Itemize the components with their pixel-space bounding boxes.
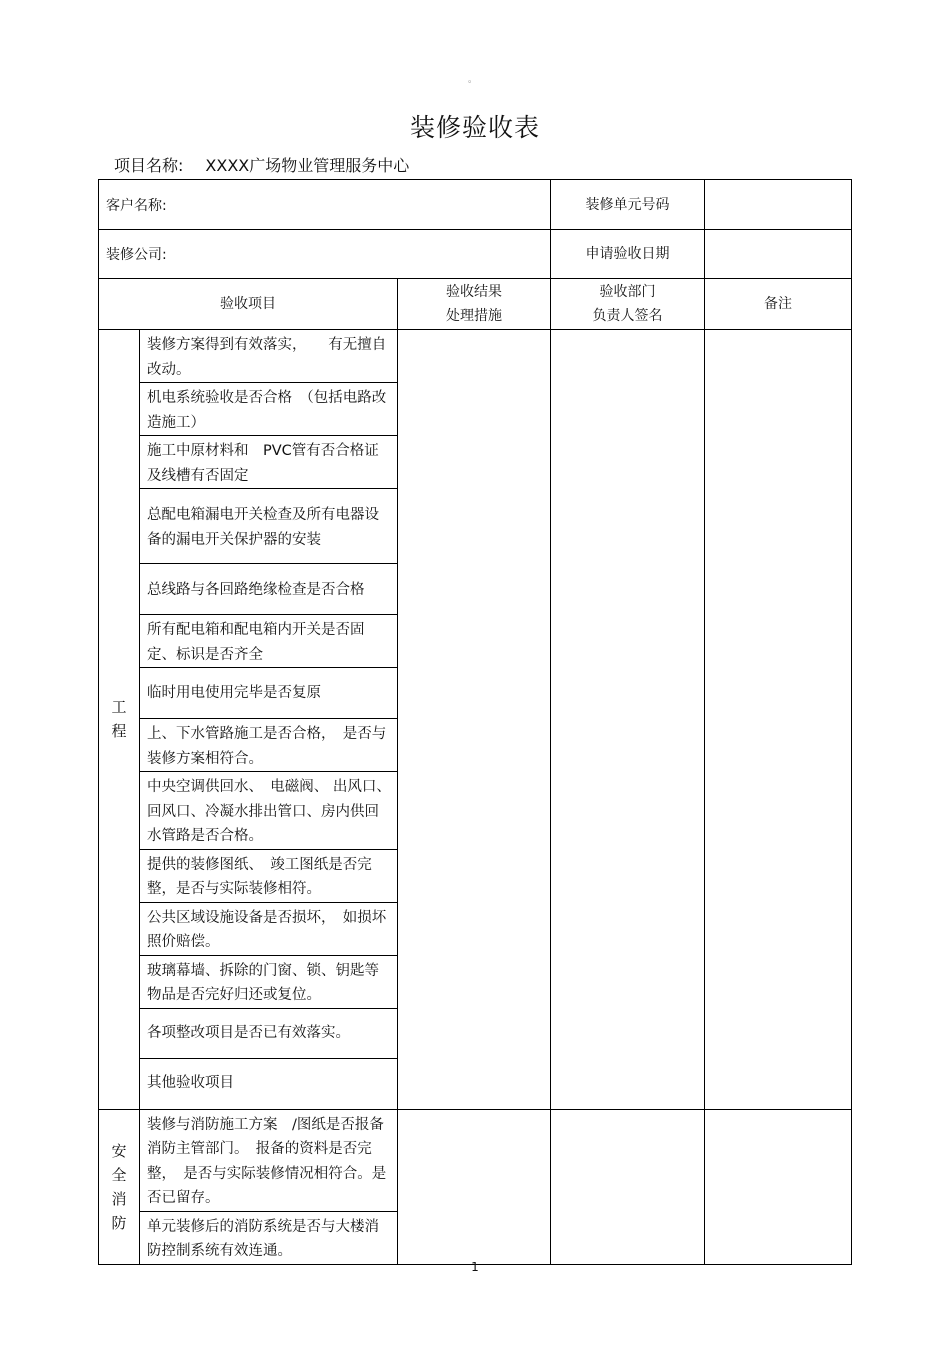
engineering-remark-cell[interactable]: [705, 330, 852, 1110]
check-item: 中央空调供回水、 电磁阀、 出风口、回风口、冷凝水排出管口、房内供回水管路是否合格。: [140, 772, 398, 850]
col-result-header: [398, 279, 551, 330]
engineering-result-cell[interactable]: [398, 330, 551, 1110]
fire-safety-result-cell[interactable]: [398, 1109, 551, 1264]
col-result-line1: 验收结果: [446, 284, 502, 300]
check-item: 机电系统验收是否合格 （包括电路改造施工）: [140, 383, 398, 436]
check-item: 提供的装修图纸、 竣工图纸是否完整，是否与实际装修相符。: [140, 849, 398, 902]
project-value: XXXX广场物业管理服务中心: [205, 156, 410, 175]
check-item: 上、下水管路施工是否合格， 是否与装修方案相符合。: [140, 719, 398, 772]
fire-safety-signature-cell[interactable]: [551, 1109, 705, 1264]
page-number: 1: [471, 1260, 479, 1274]
check-item: 装修方案得到有效落实， 有无擅自改动。: [140, 330, 398, 383]
company-row: [99, 230, 852, 279]
check-item: 临时用电使用完毕是否复原: [140, 668, 398, 719]
check-item: 所有配电箱和配电箱内开关是否固定、标识是否齐全: [140, 615, 398, 668]
section-engineering-label: 工 程: [99, 330, 140, 1110]
check-item: 各项整改项目是否已有效落实。: [140, 1008, 398, 1058]
col-result-line2: 处理措施: [446, 308, 502, 324]
col-dept-header: [551, 279, 705, 330]
acceptance-form-table: [98, 179, 852, 1265]
check-item: 施工中原材料和 PVC管有否合格证及线槽有否固定: [140, 436, 398, 489]
check-item: 公共区域设施设备是否损坏， 如损坏照价赔偿。: [140, 902, 398, 955]
page-title: 装修验收表: [409, 113, 540, 142]
column-header-row: [99, 279, 852, 330]
engineering-signature-cell[interactable]: [551, 330, 705, 1110]
apply-date-value[interactable]: [705, 230, 852, 279]
apply-date-label: 申请验收日期: [551, 230, 705, 279]
fire-safety-remark-cell[interactable]: [705, 1109, 852, 1264]
check-item: 总线路与各回路绝缘检查是否合格: [140, 564, 398, 615]
col-dept-line1: 验收部门: [599, 284, 656, 300]
unit-number-value[interactable]: [705, 180, 852, 230]
unit-number-label: 装修单元号码: [551, 180, 705, 230]
check-item: 其他验收项目: [140, 1058, 398, 1109]
header-mark: 。: [468, 75, 478, 85]
company-label: 装修公司:: [99, 230, 551, 279]
project-line: [114, 153, 409, 176]
col-dept-line2: 负责人签名: [592, 308, 663, 324]
col-item-header: 验收项目: [99, 279, 398, 330]
check-item: 玻璃幕墙、拆除的门窗、锁、钥匙等物品是否完好归还或复位。: [140, 955, 398, 1008]
table-row: [99, 1109, 852, 1211]
customer-name-label: 客户名称:: [99, 180, 551, 230]
section-fire-safety-label: 安 全 消 防: [99, 1109, 140, 1264]
check-item: 装修与消防施工方案 /图纸是否报备消防主管部门。 报备的资料是否完整， 是否与实际装修情况相符合。是否已留存。: [140, 1109, 398, 1211]
col-remark-header: 备注: [705, 279, 852, 330]
check-item: 单元装修后的消防系统是否与大楼消防控制系统有效连通。: [140, 1211, 398, 1264]
check-item: 总配电箱漏电开关检查及所有电器设备的漏电开关保护器的安装: [140, 489, 398, 564]
table-row: [99, 330, 852, 383]
customer-row: [99, 180, 852, 230]
project-label: 项目名称:: [114, 156, 184, 175]
